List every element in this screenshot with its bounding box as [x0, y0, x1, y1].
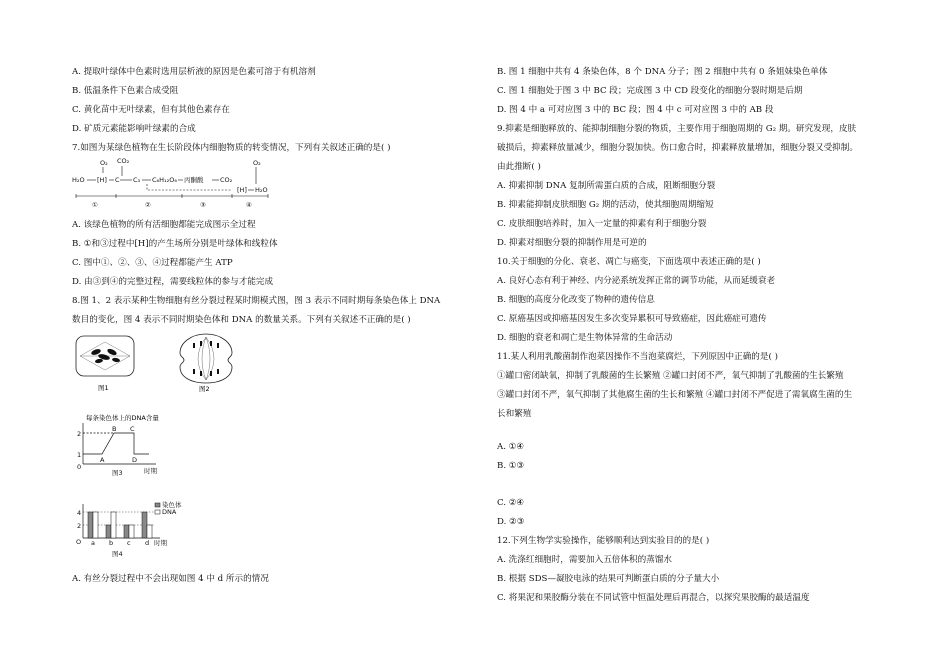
question-12-option-b: B. 根据 SDS—凝胶电泳的结果可判断蛋白质的分子量大小 — [497, 574, 720, 584]
question-9-option-a: A. 抑素抑制 DNA 复制所需蛋白质的合成，阻断细胞分裂 — [497, 181, 716, 191]
question-9-option-d: D. 抑素对细胞分裂的抑制作用是可逆的 — [497, 238, 647, 248]
question-12-stem: 12.下列生物学实验操作，能够顺利达到实验目的的是( ) — [497, 536, 710, 546]
q7-step4: ④ — [246, 201, 252, 209]
question-7-stem: 7.如图为某绿色植物在生长阶段体内细胞物质的转变情况，下列有关叙述正确的是( ) — [72, 143, 391, 153]
option-c-prev: C. 黄化苗中无叶绿素，但有其他色素存在 — [72, 105, 230, 115]
figure-4-legend-chromosome: 染色体 — [162, 501, 182, 509]
figure-4-bar-chart — [74, 500, 184, 558]
q7-h2o: H₂O — [72, 176, 85, 184]
figure-4-cat-c: c — [127, 539, 131, 547]
question-11-items-line2: ③罐口封闭不严，氧气抑制了其他腐生菌的生长和繁殖 ④罐口封闭不严促进了需氧腐生菌的生 — [497, 390, 853, 400]
q7-metabolism-diagram — [72, 156, 272, 210]
question-8-stem-line1: 8.图 1、2 表示某种生物细胞有丝分裂过程某时期模式图，图 3 表示不同时期每条染色体上 DNA — [72, 296, 441, 306]
question-12-option-a: A. 洗涤红细胞时，需要加入五倍体积的蒸馏水 — [497, 555, 672, 565]
question-8-stem-line2: 数目的变化，图 4 表示不同时期染色体和 DNA 的数量关系。下列有关叙述不正确的是( ) — [72, 315, 411, 325]
question-10-option-c: C. 原癌基因或抑癌基因发生多次变异累积可导致癌症，因此癌症可遗传 — [497, 314, 767, 324]
q7-pyruvate: 丙酮酸 — [184, 176, 204, 184]
figure-3-caption: 图3 — [112, 469, 123, 476]
question-7-option-a: A. 该绿色植物的所有活细胞都能完成图示全过程 — [72, 220, 256, 230]
figure-3-line-chart — [74, 412, 184, 476]
figure-4-caption: 图4 — [112, 550, 123, 558]
q7-c: C — [115, 176, 120, 184]
figure-3-point-a: A — [100, 456, 105, 464]
figure-1-cell — [74, 334, 138, 392]
q7-h: [H] — [97, 176, 107, 184]
question-11-option-a: A. ①④ — [497, 442, 525, 452]
figure-4-y2: 2 — [77, 522, 82, 530]
question-9-stem-line1: 9.抑素是细胞释放的、能抑制细胞分裂的物质，主要作用于细胞周期的 G₂ 期。研究发现，皮肤 — [497, 124, 857, 134]
q7-c3: C₃ — [133, 176, 141, 184]
question-9-stem-line3: 由此推断( ) — [497, 162, 541, 172]
question-11-stem: 11.某人利用乳酸菌制作泡菜因操作不当泡菜腐烂，下列原因中正确的是( ) — [497, 352, 778, 362]
figure-4-y4: 4 — [77, 509, 82, 517]
question-10-option-d: D. 细胞的衰老和凋亡是生物体异常的生命活动 — [497, 333, 673, 343]
figure-3-origin: 0 — [77, 463, 82, 471]
figure-4-origin: O — [76, 538, 82, 546]
question-11-items-line3: 长和繁殖 — [497, 409, 532, 419]
question-7-option-c: C. 图中①、②、③、④过程都能产生 ATP — [72, 258, 233, 268]
figure-3-point-b: B — [112, 425, 117, 433]
question-11-option-b: B. ①③ — [497, 461, 525, 471]
q7-step2: ② — [145, 201, 151, 209]
question-10-option-b: B. 细胞的高度分化改变了物种的遗传信息 — [497, 295, 655, 305]
question-11-option-c: C. ②④ — [497, 498, 525, 508]
q7-co2-right: CO₂ — [220, 176, 233, 184]
q7-h-right: [H] — [237, 186, 247, 194]
figure-3-point-c: C — [130, 425, 135, 433]
figure-4-cat-a: a — [91, 539, 95, 547]
q7-c6: C₆H₁₂O₆ — [152, 176, 177, 184]
question-9-stem-line2: 破损后，抑素释放量减少，细胞分裂加快。伤口愈合时，抑素释放量增加，细胞分裂又受抑制。 — [497, 143, 858, 153]
question-11-option-d: D. ②③ — [497, 517, 525, 527]
figure-4-xlabel: 时期 — [154, 539, 167, 547]
q7-o2-left: O₂ — [100, 159, 108, 167]
option-d-prev: D. 矿质元素能影响叶绿素的合成 — [72, 124, 196, 134]
question-9-option-c: C. 皮肤细胞培养时，加入一定量的抑素有利于细胞分裂 — [497, 219, 707, 229]
q7-step1: ① — [92, 201, 98, 209]
question-8-option-a: A. 有丝分裂过程中不会出现如图 4 中 d 所示的情况 — [72, 574, 269, 584]
figure-2-cell — [176, 331, 236, 393]
question-8-option-c: C. 图 1 细胞处于图 3 中 BC 段；完成图 3 中 CD 段变化的细胞分裂时期是后期 — [497, 86, 803, 96]
option-a-prev: A. 提取叶绿体中色素时选用层析液的原因是色素可溶于有机溶剂 — [72, 67, 316, 77]
question-10-stem: 10.关于细胞的分化、衰老、凋亡与癌变，下面选项中表述正确的是( ) — [497, 257, 761, 267]
question-8-option-d: D. 图 4 中 a 可对应图 3 中的 BC 段；图 4 中 c 可对应图 3 中的 AB 段 — [497, 105, 774, 115]
figure-3-y2: 2 — [77, 430, 82, 438]
q7-h2o-right: H₂O — [255, 186, 268, 194]
figure-4-cat-d: d — [145, 539, 150, 547]
figure-3-point-d: D — [132, 456, 138, 464]
question-7-option-d: D. 由③到④的完整过程，需要线粒体的参与才能完成 — [72, 277, 274, 287]
figure-3-ylabel: 每条染色体上的DNA含量 — [86, 414, 159, 422]
q7-co2-top: CO₂ — [117, 157, 130, 165]
q7-o2-right: O₂ — [253, 159, 261, 167]
question-11-items-line1: ①罐口密闭缺氧，抑制了乳酸菌的生长繁殖 ②罐口封闭不严，氧气抑制了乳酸菌的生长繁殖 — [497, 371, 844, 381]
q7-step3: ③ — [200, 201, 206, 209]
figure-3-xlabel: 时期 — [144, 467, 157, 475]
question-7-option-b: B. ①和③过程中[H]的产生场所分别是叶绿体和线粒体 — [72, 239, 278, 249]
question-8-option-b: B. 图 1 细胞中共有 4 条染色体，8 个 DNA 分子；图 2 细胞中共有 0 条姐妹染色单体 — [497, 67, 828, 77]
question-12-option-c: C. 将果泥和果胶酶分装在不同试管中恒温处理后再混合，以探究果胶酶的最适温度 — [497, 593, 810, 603]
figure-2-caption: 图2 — [199, 385, 210, 393]
figure-3-y1: 1 — [77, 451, 82, 459]
question-10-option-a: A. 良好心态有利于神经、内分泌系统发挥正常的调节功能，从而延缓衰老 — [497, 276, 776, 286]
option-b-prev: B. 低温条件下色素合成受阻 — [72, 86, 179, 96]
figure-4-cat-b: b — [109, 539, 114, 547]
question-9-option-b: B. 抑素能抑制皮肤细胞 G₂ 期的活动，使其细胞周期缩短 — [497, 200, 714, 210]
figure-4-legend-dna: DNA — [162, 508, 177, 516]
figure-1-caption: 图1 — [98, 384, 109, 392]
